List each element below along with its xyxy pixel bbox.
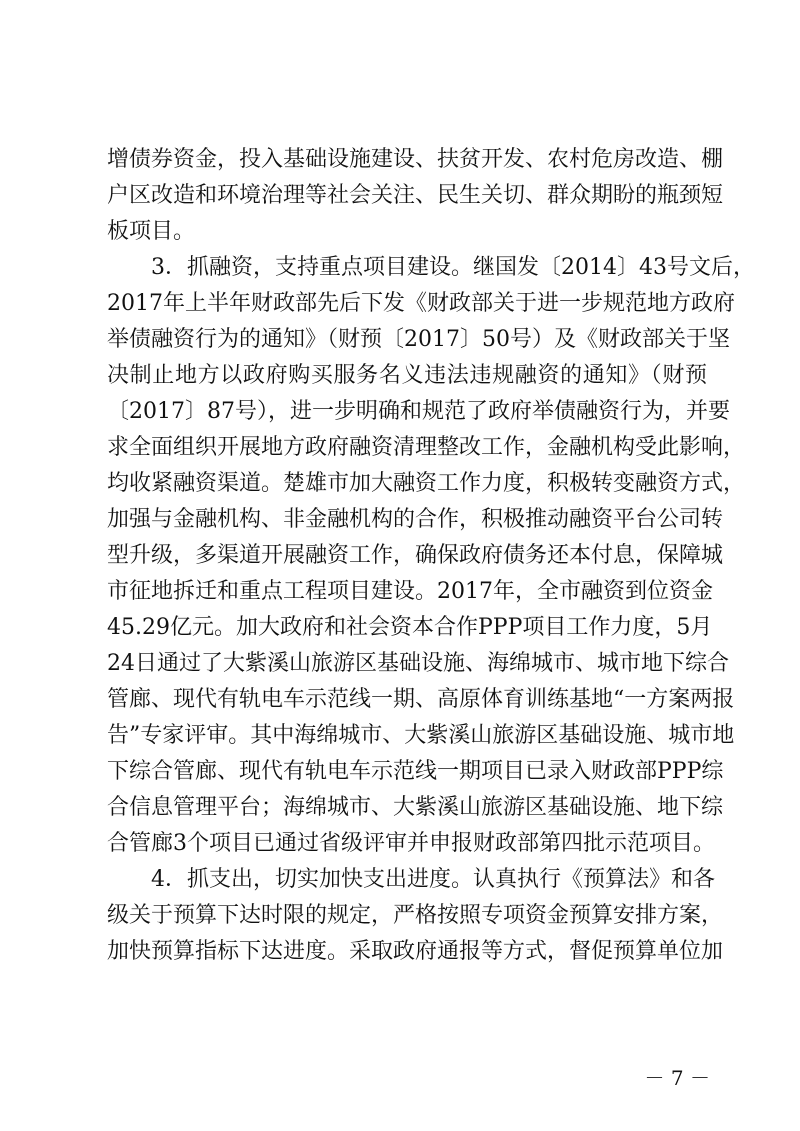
text-line: 均收紧融资渠道。楚雄市加大融资工作力度，积极转变融资方式， [107, 471, 746, 496]
text-line: 型升级，多渠道开展融资工作，确保政府债务还本付息，保障城 [107, 543, 724, 568]
text-line: 级关于预算下达时限的规定，严格按照专项资金预算安排方案， [107, 903, 724, 928]
body-text [107, 142, 755, 970]
text-line: 合管廊3个项目已通过省级评审并申报财政部第四批示范项目。 [107, 831, 715, 856]
text-line: 户区改造和环境治理等社会关注、民生关切、群众期盼的瓶颈短 [107, 183, 724, 208]
text-line: 加强与金融机构、非金融机构的合作，积极推动融资平台公司转 [107, 507, 724, 532]
text-line: 决制止地方以政府购买服务名义违法违规融资的通知》（财预 [107, 363, 707, 388]
text-line: 24日通过了大紫溪山旅游区基础设施、海绵城市、城市地下综合 [107, 651, 729, 676]
text-line: 求全面组织开展地方政府融资清理整改工作，金融机构受此影响， [107, 435, 746, 460]
text-line: 45.29亿元。加大政府和社会资本合作PPP项目工作力度，5月 [107, 615, 713, 640]
text-line: 告”专家评审。其中海绵城市、大紫溪山旅游区基础设施、城市地 [107, 723, 735, 748]
paragraph-3-heading-line: 3．抓融资，支持重点项目建设。继国发〔2014〕43号文后， [151, 255, 755, 280]
text-line: 管廊、现代有轨电车示范线一期、高原体育训练基地“一方案两报 [107, 687, 735, 712]
text-line: 下综合管廊、现代有轨电车示范线一期项目已录入财政部PPP综 [107, 759, 724, 784]
text-line: 合信息管理平台；海绵城市、大紫溪山旅游区基础设施、地下综 [107, 795, 724, 820]
text-line: 增债券资金，投入基础设施建设、扶贫开发、农村危房改造、棚 [107, 147, 724, 172]
page-number: － 7 － [644, 1066, 710, 1090]
text-line: 市征地拆迁和重点工程项目建设。2017年，全市融资到位资金 [107, 579, 713, 604]
text-line: 板项目。 [107, 219, 196, 244]
text-line: 加快预算指标下达进度。采取政府通报等方式，督促预算单位加 [107, 939, 724, 964]
text-line: 〔2017〕87号），进一步明确和规范了政府举债融资行为，并要 [107, 399, 730, 424]
paragraph-4-heading-line: 4．抓支出，切实加快支出进度。认真执行《预算法》和各 [151, 867, 715, 892]
text-line: 2017年上半年财政部先后下发《财政部关于进一步规范地方政府 [107, 291, 735, 316]
text-line: 举债融资行为的通知》（财预〔2017〕50号）及《财政部关于坚 [107, 327, 730, 352]
